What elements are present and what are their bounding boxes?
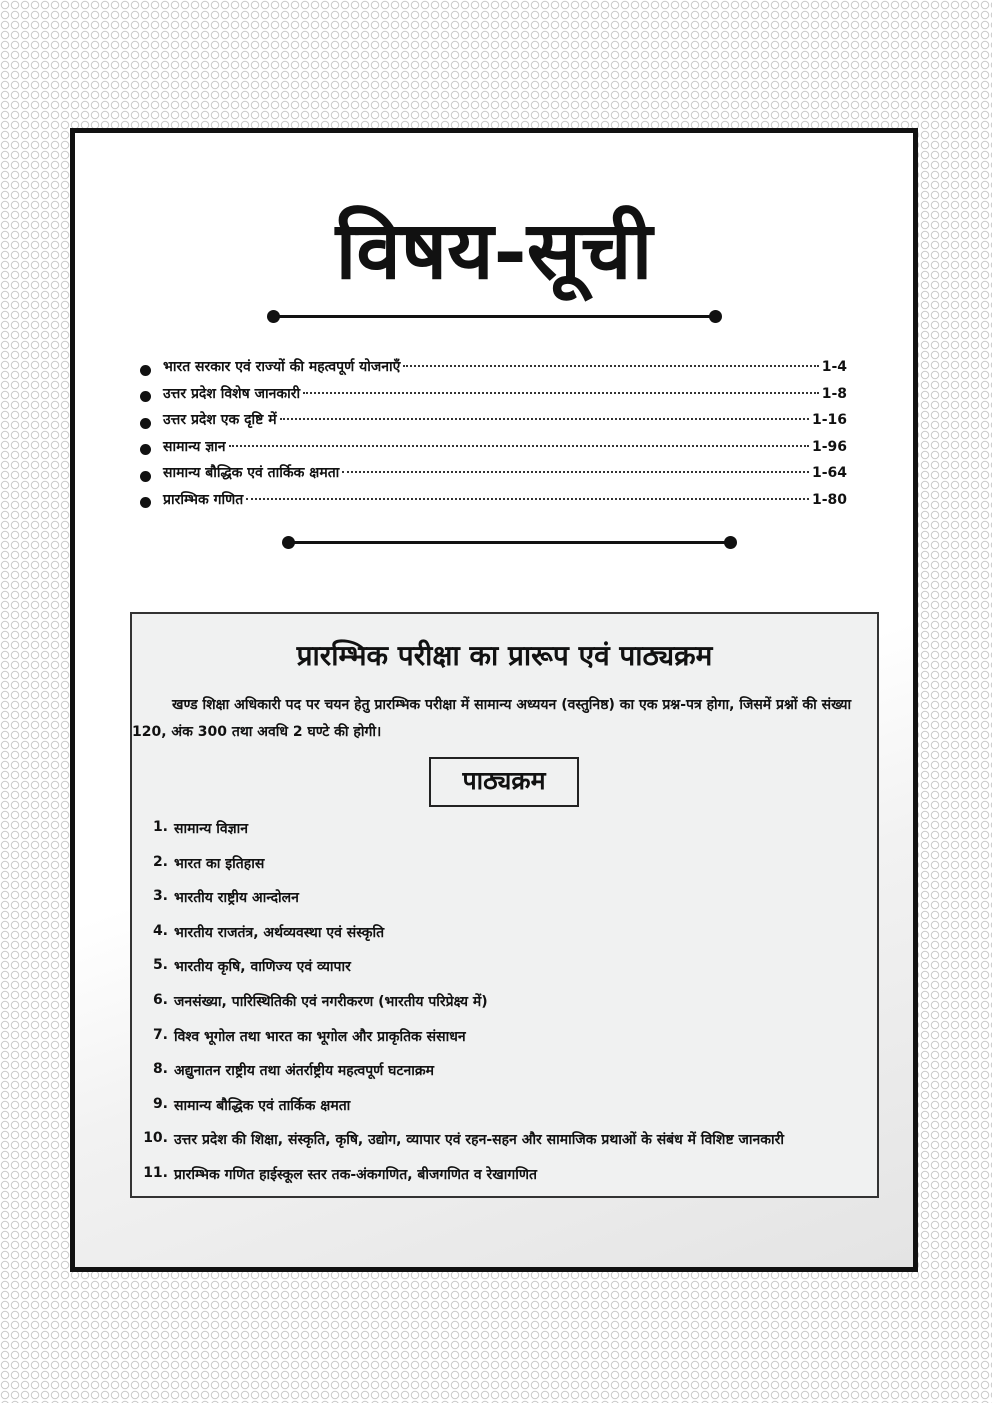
item-text: सामान्य विज्ञान bbox=[174, 821, 248, 837]
dot-leader bbox=[403, 365, 818, 367]
item-number: 2. bbox=[152, 853, 168, 870]
toc-label: उत्तर प्रदेश एक दृष्टि में bbox=[163, 412, 277, 428]
toc-pages: 1-64 bbox=[811, 465, 847, 481]
item-number: 11. bbox=[143, 1164, 168, 1181]
item-text: उत्तर प्रदेश की शिक्षा, संस्कृति, कृषि, उद्योग, व्यापार एवं रहन-सहन और सामाजिक प्रथाओं के संबंध में विशिष्ट जानकारी bbox=[174, 1132, 785, 1149]
page-title: विषय-सूची bbox=[335, 203, 653, 297]
toc-label: सामान्य बौद्धिक एवं तार्किक क्षमता bbox=[163, 465, 340, 481]
divider bbox=[273, 315, 716, 318]
toc-pages: 1-4 bbox=[821, 359, 847, 375]
table-of-contents bbox=[140, 357, 847, 516]
item-text: जनसंख्या, पारिस्थितिकी एवं नगरीकरण (भारतीय परिप्रेक्ष्य में) bbox=[174, 993, 488, 1010]
toc-pages: 1-8 bbox=[821, 385, 847, 402]
item-number: 6. bbox=[152, 991, 168, 1008]
item-text: अद्युनातन राष्ट्रीय तथा अंतर्राष्ट्रीय महत्वपूर्ण घटनाक्रम bbox=[174, 1063, 435, 1080]
item-number: 4. bbox=[152, 922, 168, 939]
toc-label: प्रारम्भिक गणित bbox=[163, 491, 244, 508]
syllabus-item bbox=[138, 1096, 784, 1131]
toc-pages: 1-16 bbox=[811, 412, 847, 428]
item-text: प्रारम्भिक गणित हाईस्कूल स्तर तक-अंकगणित, बीजगणित व रेखागणित bbox=[174, 1166, 537, 1183]
toc-label: भारत सरकार एवं राज्यों की महत्वपूर्ण योजनाएँ bbox=[163, 359, 401, 375]
bullet-icon bbox=[140, 444, 151, 455]
syllabus-item bbox=[138, 1130, 784, 1165]
syllabus-list bbox=[138, 819, 784, 1200]
dot-leader bbox=[229, 445, 809, 447]
toc-entry bbox=[140, 357, 847, 384]
syllabus-item bbox=[138, 992, 784, 1027]
page-frame bbox=[70, 128, 918, 1272]
syllabus-item bbox=[138, 819, 784, 854]
exam-pattern-box bbox=[130, 612, 879, 1198]
toc-entry bbox=[140, 490, 847, 517]
syllabus-item bbox=[138, 957, 784, 992]
exam-intro: खण्ड शिक्षा अधिकारी पद पर चयन हेतु प्रारम्भिक परीक्षा में सामान्य अध्ययन (वस्तुनिष्ठ) का एक प्रश्न-पत्र होगा, जिसमें प्रश्नों की संख्या 120, अंक 300 तथा अवधि 2 घण्टे की होगी। bbox=[132, 697, 852, 740]
toc-entry bbox=[140, 384, 847, 411]
item-number: 7. bbox=[152, 1026, 168, 1043]
dot-leader bbox=[342, 471, 809, 473]
item-text: भारतीय राष्ट्रीय आन्दोलन bbox=[174, 890, 299, 907]
toc-entry bbox=[140, 437, 847, 464]
dot-leader bbox=[280, 418, 809, 420]
item-number: 1. bbox=[152, 819, 168, 835]
bullet-icon bbox=[140, 471, 151, 482]
bullet-icon bbox=[140, 365, 151, 376]
syllabus-title: पाठ्यक्रम bbox=[429, 757, 579, 807]
item-number: 10. bbox=[143, 1130, 168, 1147]
toc-entry bbox=[140, 463, 847, 490]
dot-leader bbox=[303, 392, 819, 394]
item-text: सामान्य बौद्धिक एवं तार्किक क्षमता bbox=[174, 1097, 351, 1114]
item-text: भारत का इतिहास bbox=[174, 855, 265, 872]
syllabus-item bbox=[138, 888, 784, 923]
dot-leader bbox=[246, 498, 809, 500]
syllabus-item bbox=[138, 923, 784, 958]
syllabus-item bbox=[138, 1061, 784, 1096]
syllabus-item bbox=[138, 1165, 784, 1200]
toc-pages: 1-96 bbox=[811, 438, 847, 455]
syllabus-item bbox=[138, 854, 784, 889]
divider bbox=[288, 541, 731, 544]
item-number: 5. bbox=[152, 957, 168, 974]
item-text: भारतीय कृषि, वाणिज्य एवं व्यापार bbox=[174, 959, 351, 976]
item-number: 8. bbox=[152, 1061, 168, 1078]
bullet-icon bbox=[140, 497, 151, 508]
toc-pages: 1-80 bbox=[811, 491, 847, 508]
exam-heading: प्रारम्भिक परीक्षा का प्रारूप एवं पाठ्यक्रम bbox=[296, 639, 713, 672]
toc-label: उत्तर प्रदेश विशेष जानकारी bbox=[163, 385, 301, 402]
toc-label: सामान्य ज्ञान bbox=[163, 438, 226, 455]
syllabus-item bbox=[138, 1027, 784, 1062]
bullet-icon bbox=[140, 391, 151, 402]
bullet-icon bbox=[140, 418, 151, 429]
item-text: विश्व भूगोल तथा भारत का भूगोल और प्राकृतिक संसाधन bbox=[174, 1028, 466, 1045]
item-number: 3. bbox=[152, 888, 168, 905]
item-text: भारतीय राजतंत्र, अर्थव्यवस्था एवं संस्कृति bbox=[174, 924, 385, 941]
item-number: 9. bbox=[152, 1095, 168, 1112]
toc-entry bbox=[140, 410, 847, 437]
